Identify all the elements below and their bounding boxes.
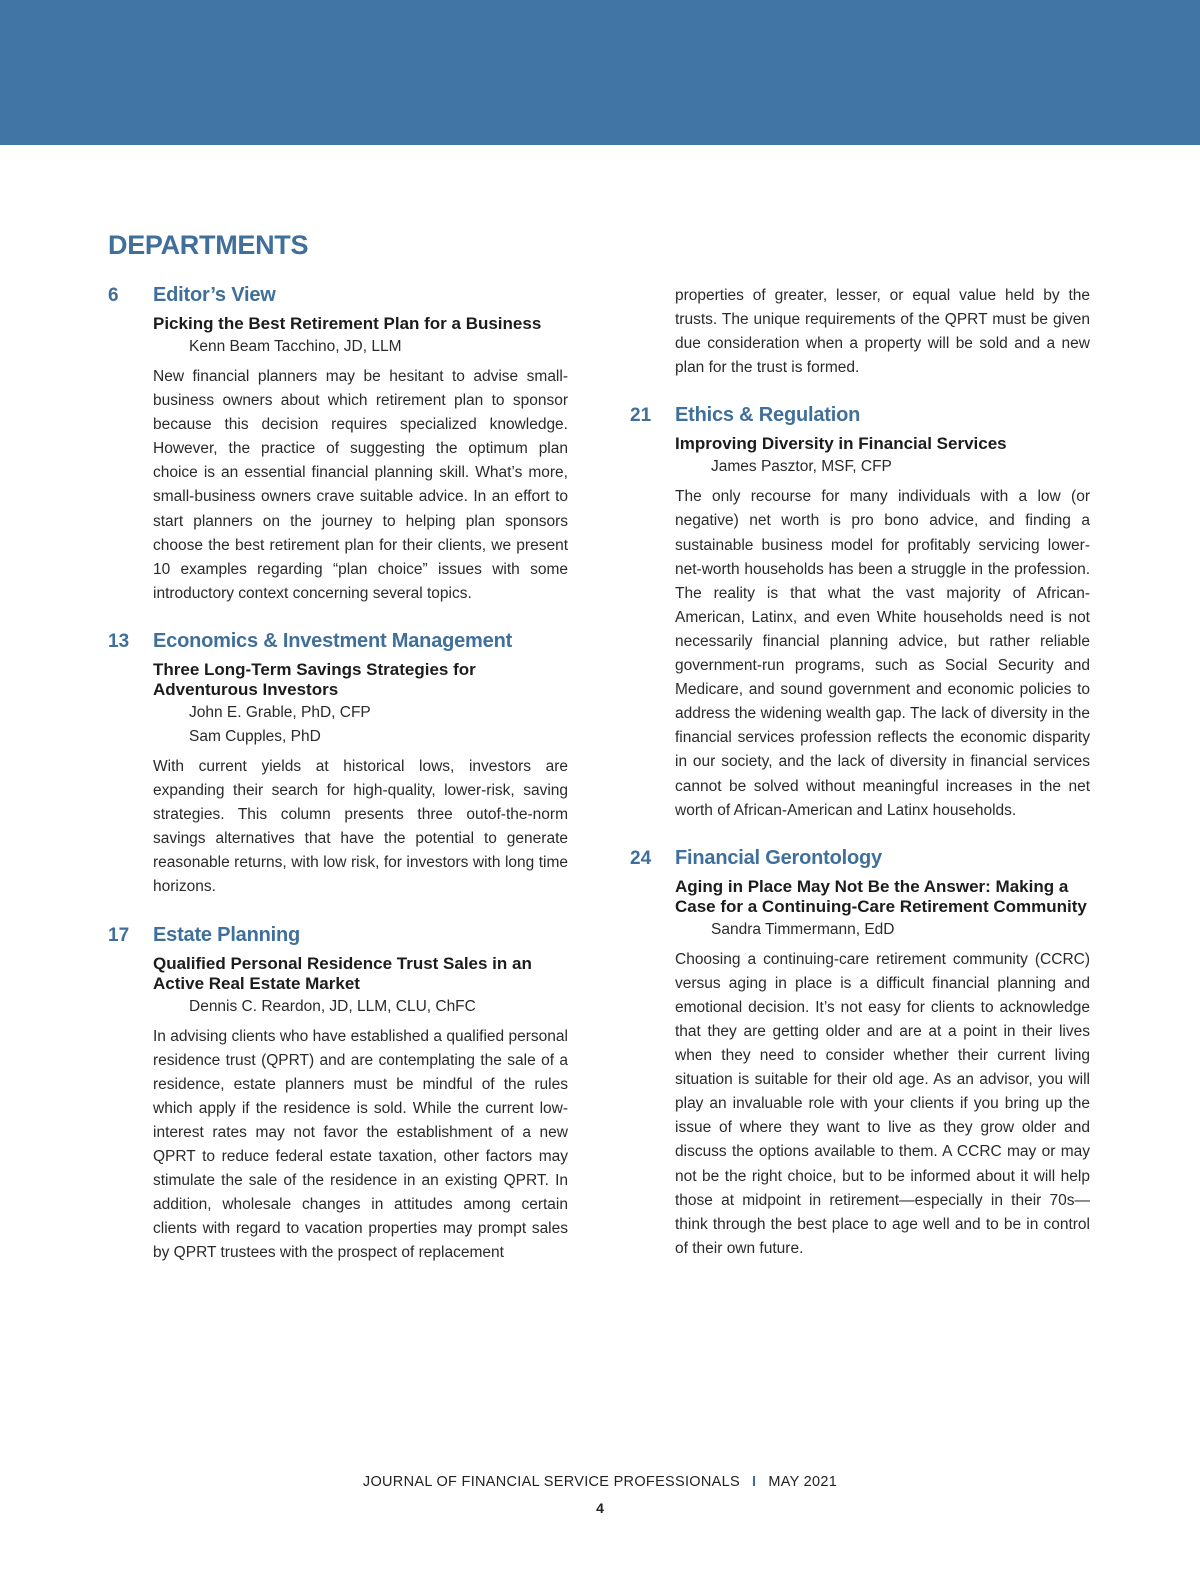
department-title[interactable]: Economics & Investment Management xyxy=(153,629,513,652)
issue-date: MAY 2021 xyxy=(768,1474,838,1490)
footer-separator: I xyxy=(751,1474,757,1490)
page-number-ref: 6 xyxy=(108,285,119,306)
department-entry xyxy=(630,847,1090,1261)
page-number: 4 xyxy=(596,1500,604,1516)
article-title[interactable]: Picking the Best Retirement Plan for a Business xyxy=(153,314,542,333)
article-abstract: New financial planners may be hesitant to advise small-business owners about which retirement plan to sponsor because this decision requires specialized knowledge. However, the practice of suggesting the optimum plan choice is an essential financial planning skill. What’s more, small-business owners crave suitable advice. In an effort to start planners on the journey to helping plan sponsors choose the best retirement plan for their clients, we present 10 examples regarding “plan choice” issues with some introductory context concerning several topics. xyxy=(153,368,568,602)
author-name: James Pasztor, MSF, CFP xyxy=(711,458,892,476)
page-footer xyxy=(0,1474,1200,1490)
department-title[interactable]: Ethics & Regulation xyxy=(675,404,861,427)
author-name: Dennis C. Reardon, JD, LLM, CLU, ChFC xyxy=(189,997,476,1015)
department-entry xyxy=(108,284,568,606)
page-number-ref: 21 xyxy=(630,405,652,427)
author-name: John E. Grable, PhD, CFP xyxy=(189,703,371,721)
department-entry xyxy=(108,630,568,900)
article-title[interactable]: Three Long-Term Savings Strategies for Adventurous Investors xyxy=(153,659,476,699)
department-entry xyxy=(108,924,568,1266)
page-number-ref: 17 xyxy=(108,924,130,946)
header-color-band xyxy=(0,0,1200,145)
article-abstract: The only recourse for many individuals with a low (or negative) net worth is pro bono advice, and finding a sustainable business model for profitably servicing lower-net-worth households has been a struggle in the profession. The reality is that what the vast majority of African-American, Latinx, and even White households need is not necessarily financial planning advice, but rather reliable government-run programs, such as Social Security and Medicare, and sound government and economic policies to address the widening wealth gap. The lack of diversity in the financial services profession reflects the economic disparity in our society, and the lack of diversity in financial services cannot be solved without meaningful increases in the net worth of African-American and Latinx households. xyxy=(675,488,1090,819)
right-column xyxy=(630,284,1090,1261)
article-title[interactable]: Qualified Personal Residence Trust Sales in an Active Real Estate Market xyxy=(153,953,532,993)
section-heading: DEPARTMENTS xyxy=(108,230,309,260)
article-title[interactable]: Aging in Place May Not Be the Answer: Making a Case for a Continuing-Care Retirement Community xyxy=(675,876,1087,916)
page-number-ref: 24 xyxy=(630,847,652,869)
author-name: Kenn Beam Tacchino, JD, LLM xyxy=(189,338,402,355)
journal-name: JOURNAL OF FINANCIAL SERVICE PROFESSIONALS xyxy=(362,1474,740,1490)
page-number-ref: 13 xyxy=(108,630,130,652)
author-name: Sandra Timmermann, EdD xyxy=(711,920,895,938)
left-column xyxy=(108,284,568,1265)
department-entry xyxy=(630,404,1090,822)
department-title[interactable]: Financial Gerontology xyxy=(675,846,882,869)
article-title[interactable]: Improving Diversity in Financial Services xyxy=(675,434,1007,454)
author-name: Sam Cupples, PhD xyxy=(189,727,321,745)
article-abstract: With current yields at historical lows, investors are expanding their search for high-quality, lower-risk, saving strategies. This column presents three outof-the-norm savings alternatives that have the potential to generate reasonable returns, with low risk, for investors with long time horizons. xyxy=(153,757,568,896)
department-title[interactable]: Estate Planning xyxy=(153,923,301,946)
article-abstract: In advising clients who have established a qualified personal residence trust (QPRT) and are contemplating the sale of a residence, estate planners must be mindful of the rules which apply if the residence is sold. While the current low-interest rates may not favor the establishment of a new QPRT to reduce federal estate taxation, other factors may stimulate the sale of the residence in an existing QPRT. In addition, wholesale changes in attitudes among certain clients with regard to vacation properties may prompt sales by QPRT trustees with the prospect of replacement xyxy=(153,1027,568,1262)
article-abstract: Choosing a continuing-care retirement community (CCRC) versus aging in place is a difficult financial planning and emotional decision. It’s not easy for clients to acknowledge that they are getting older and are at a point in their lives when they need to consider whether their current living situation is suitable for their old age. As an advisor, you will play an invaluable role with your clients if you bring up the issue of where they want to live as they grow older and discuss the options available to them. A CCRC may or may not be the right choice, but to be informed about it will help those at midpoint in retirement—especially in their 70s—think through the best place to age well and to be in control of their own future. xyxy=(675,950,1090,1257)
department-title[interactable]: Editor’s View xyxy=(153,284,276,306)
continued-abstract: properties of greater, lesser, or equal value held by the trusts. The unique requirements of the QPRT must be given due consideration when a property will be sold and a new plan for the trust is formed. xyxy=(675,287,1090,377)
